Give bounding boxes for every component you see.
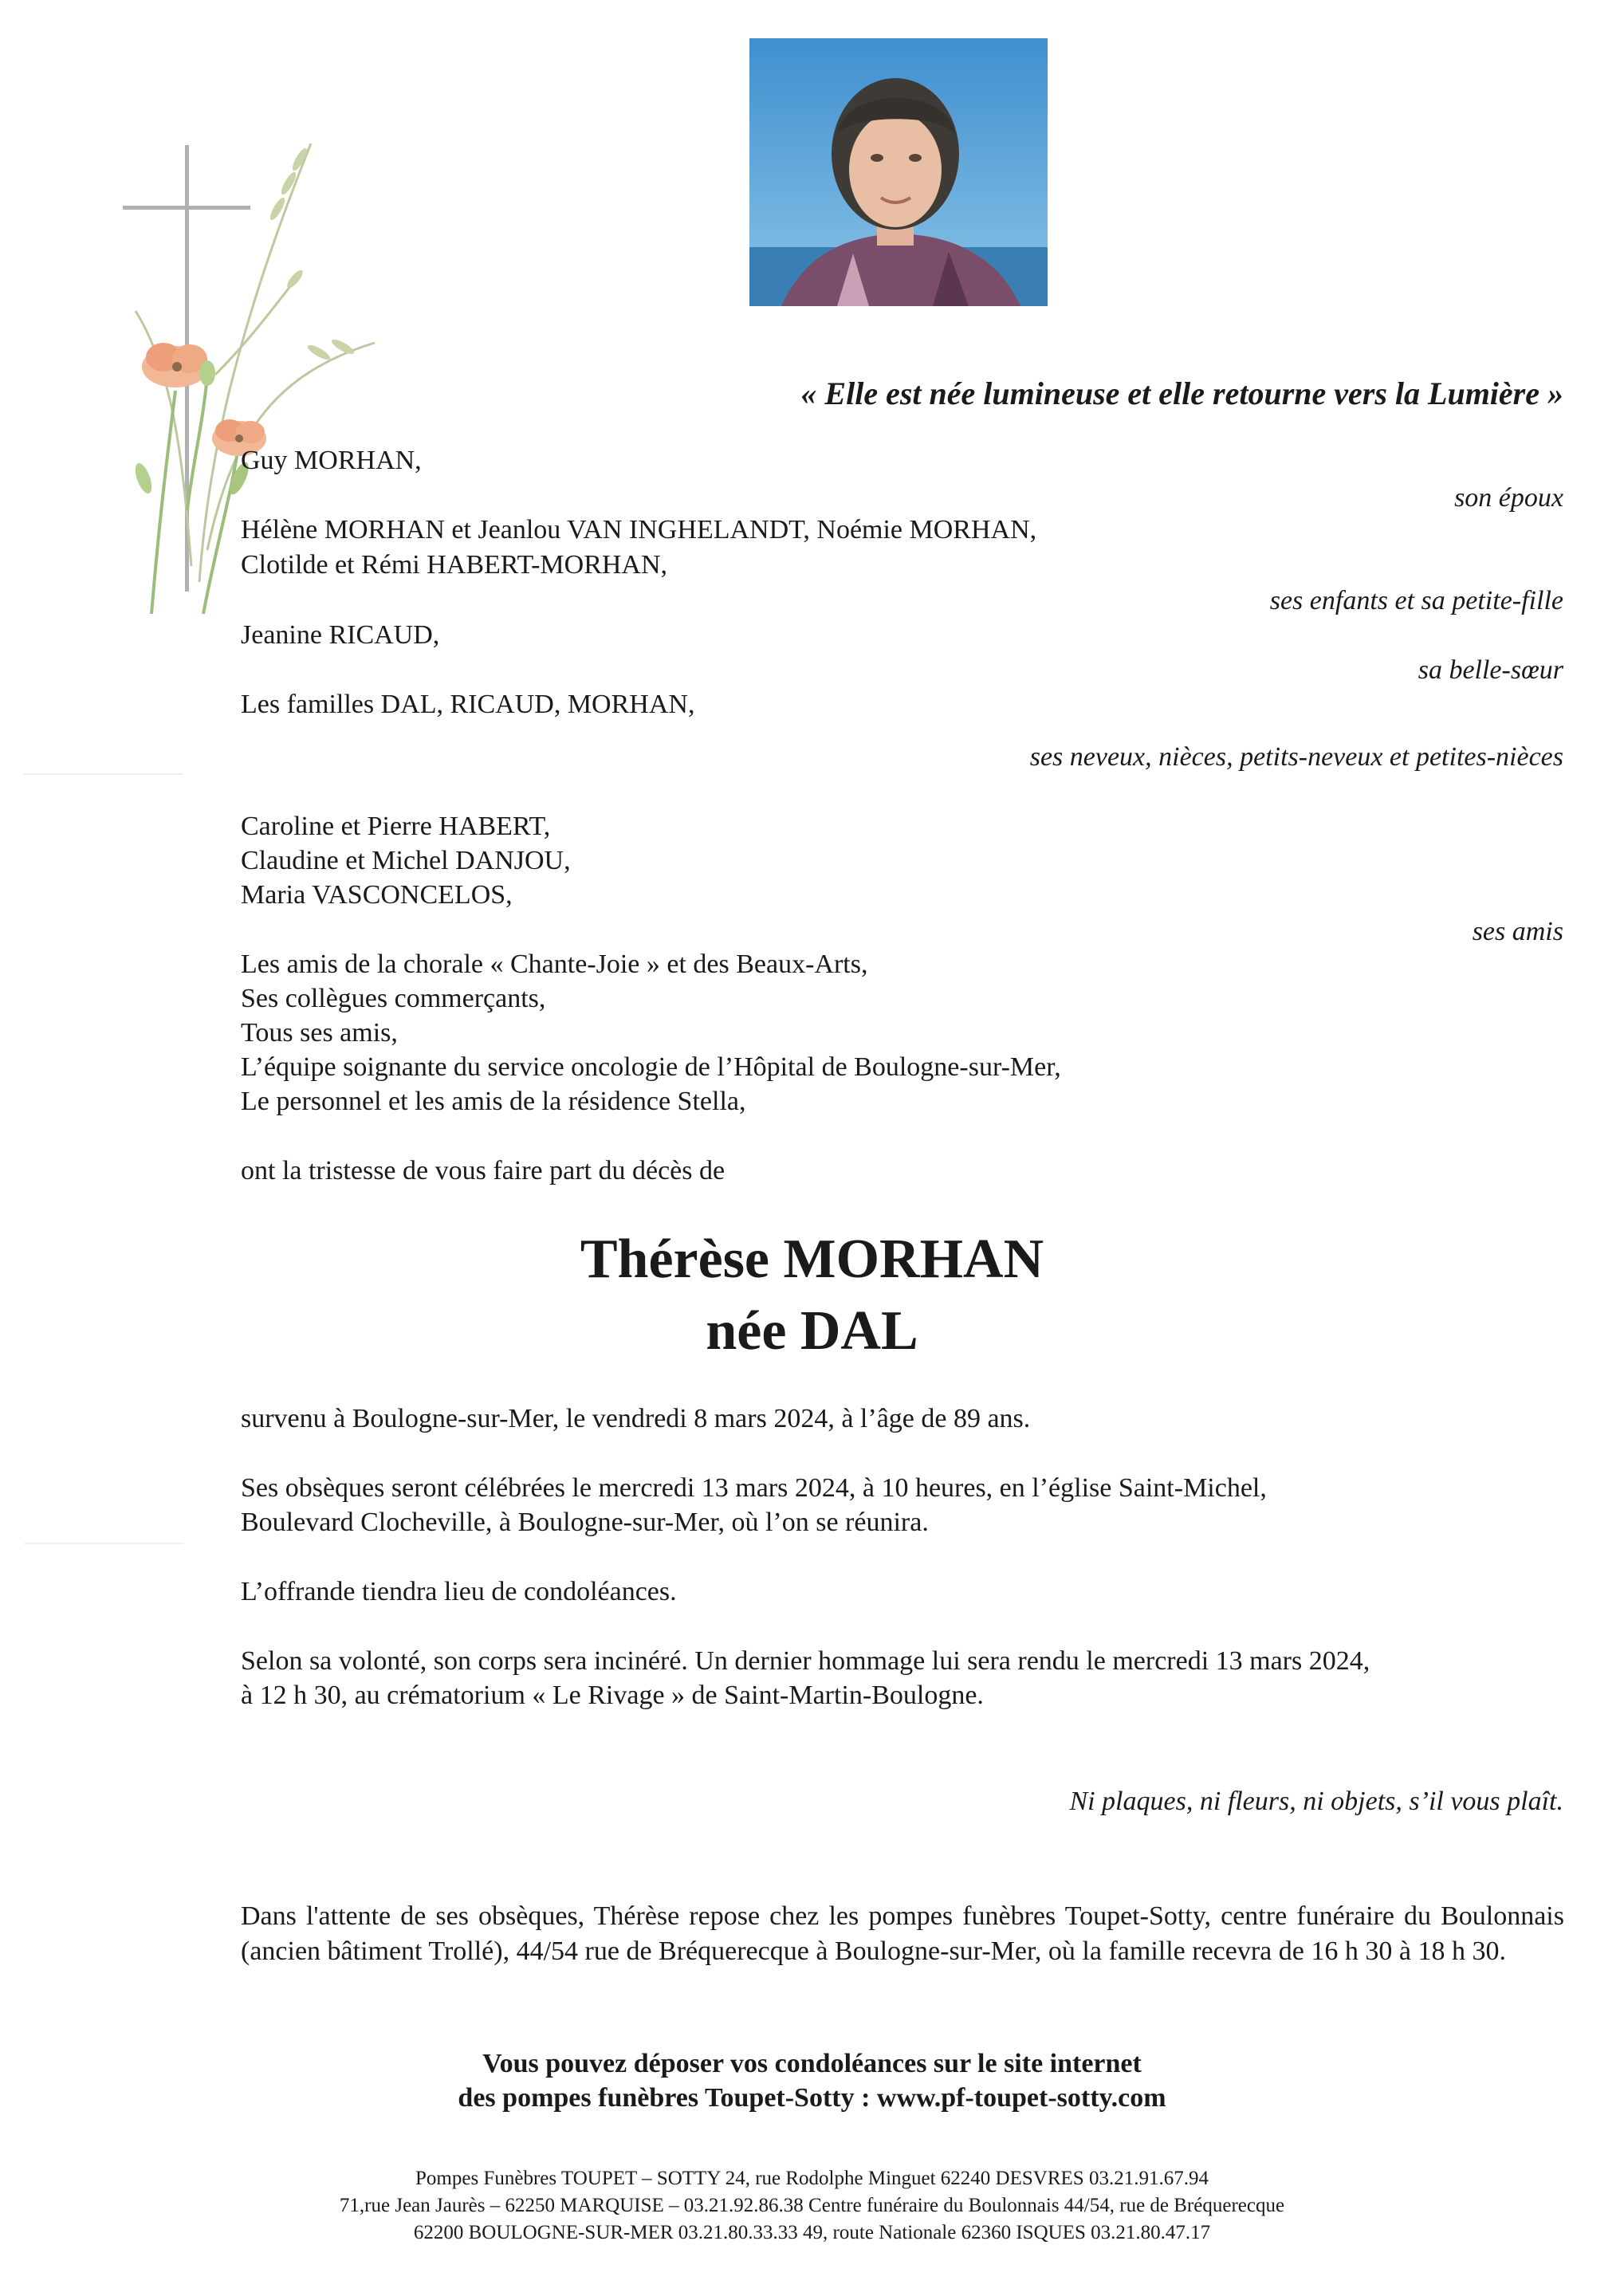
offering-note: L’offrande tiendra lieu de condoléances. [241,1577,677,1606]
poppy-stems [151,375,239,614]
wheat-grains [268,147,356,363]
friend-name: Claudine et Michel DANJOU, [241,846,571,875]
condolences-line1: Vous pouvez déposer vos condoléances sur le site internet [482,2049,1142,2078]
spouse-name: Guy MORHAN, [241,446,422,475]
sister-in-law-relation-label: sa belle-sœur [1418,655,1563,685]
portrait-photo [749,38,1048,306]
footer-address-line: Pompes Funèbres TOUPET – SOTTY 24, rue Rodolphe Minguet 62240 DESVRES 03.21.91.67.94 [415,2168,1209,2189]
friends-group: Ses collègues commerçants, [241,984,546,1013]
friends-group: Le personnel et les amis de la résidence Stella, [241,1087,746,1116]
children-relation-label: ses enfants et sa petite-fille [1269,586,1563,615]
children-names-line2: Clotilde et Rémi HABERT-MORHAN, [241,550,668,580]
friends-relation-label: ses amis [1472,917,1563,946]
cremation-info-line2: à 12 h 30, au crématorium « Le Rivage » de Saint-Martin-Boulogne. [241,1681,984,1710]
funeral-info-line1: Ses obsèques seront célébrées le mercredi 13 mars 2024, à 10 heures, en l’église Saint-Michel, [241,1473,1267,1503]
rest-place-paragraph: Dans l'attente de ses obsèques, Thérèse repose chez les pompes funèbres Toupet-Sotty, centre funéraire du Boulonnais (ancien bâtiment Trollé), 44/54 rue de Bréquerecque à Boulogne-sur-Mer, où la famille recevra de 16 h 30 à 18 h 30. [241,1901,1564,1966]
friends-group: L’équipe soignante du service oncologie de l’Hôpital de Boulogne-sur-Mer, [241,1052,1061,1082]
footer-address-line: 71,rue Jean Jaurès – 62250 MARQUISE – 03.21.92.86.38 Centre funéraire du Boulonnais 44/54, rue de Bréquerecque [339,2195,1285,2216]
epigraph-quote: « Elle est née lumineuse et elle retourne vers la Lumière » [800,375,1563,411]
announcement-text: ont la tristesse de vous faire part du décès de [241,1156,725,1185]
no-flowers-request: Ni plaques, ni fleurs, ni objets, s’il vous plaît. [1069,1787,1563,1816]
death-info: survenu à Boulogne-sur-Mer, le vendredi 8 mars 2024, à l’âge de 89 ans. [241,1404,1031,1433]
deceased-name: Thérèse MORHAN [580,1229,1044,1290]
portrait-image [749,38,1048,306]
deceased-maiden-name: née DAL [706,1300,918,1362]
sister-in-law-name: Jeanine RICAUD, [241,620,440,650]
footer-address-line: 62200 BOULOGNE-SUR-MER 03.21.80.33.33 49, route Nationale 62360 ISQUES 03.21.80.47.17 [413,2222,1211,2243]
margin-mark [24,1543,183,1544]
cremation-info-line1: Selon sa volonté, son corps sera incinéré. Un dernier hommage lui sera rendu le mercredi 13 mars 2024, [241,1646,1370,1676]
funeral-info-line2: Boulevard Clocheville, à Boulogne-sur-Mer, où l’on se réunira. [241,1508,929,1537]
friend-name: Caroline et Pierre HABERT, [241,812,551,841]
friend-name: Maria VASCONCELOS, [241,880,513,910]
children-names-line1: Hélène MORHAN et Jeanlou VAN INGHELANDT, Noémie MORHAN, [241,515,1037,545]
margin-mark [24,773,183,775]
families-relation-label: ses neveux, nièces, petits-neveux et petites-nièces [1029,742,1563,772]
poppy-flower-icon [142,343,209,387]
spouse-relation-label: son époux [1454,483,1563,513]
friends-group: Les amis de la chorale « Chante-Joie » et des Beaux-Arts, [241,949,868,979]
friends-group: Tous ses amis, [241,1018,398,1048]
condolences-website-line: des pompes funèbres Toupet-Sotty : www.pf-toupet-sotty.com [458,2083,1166,2113]
families-names: Les familles DAL, RICAUD, MORHAN, [241,690,695,719]
